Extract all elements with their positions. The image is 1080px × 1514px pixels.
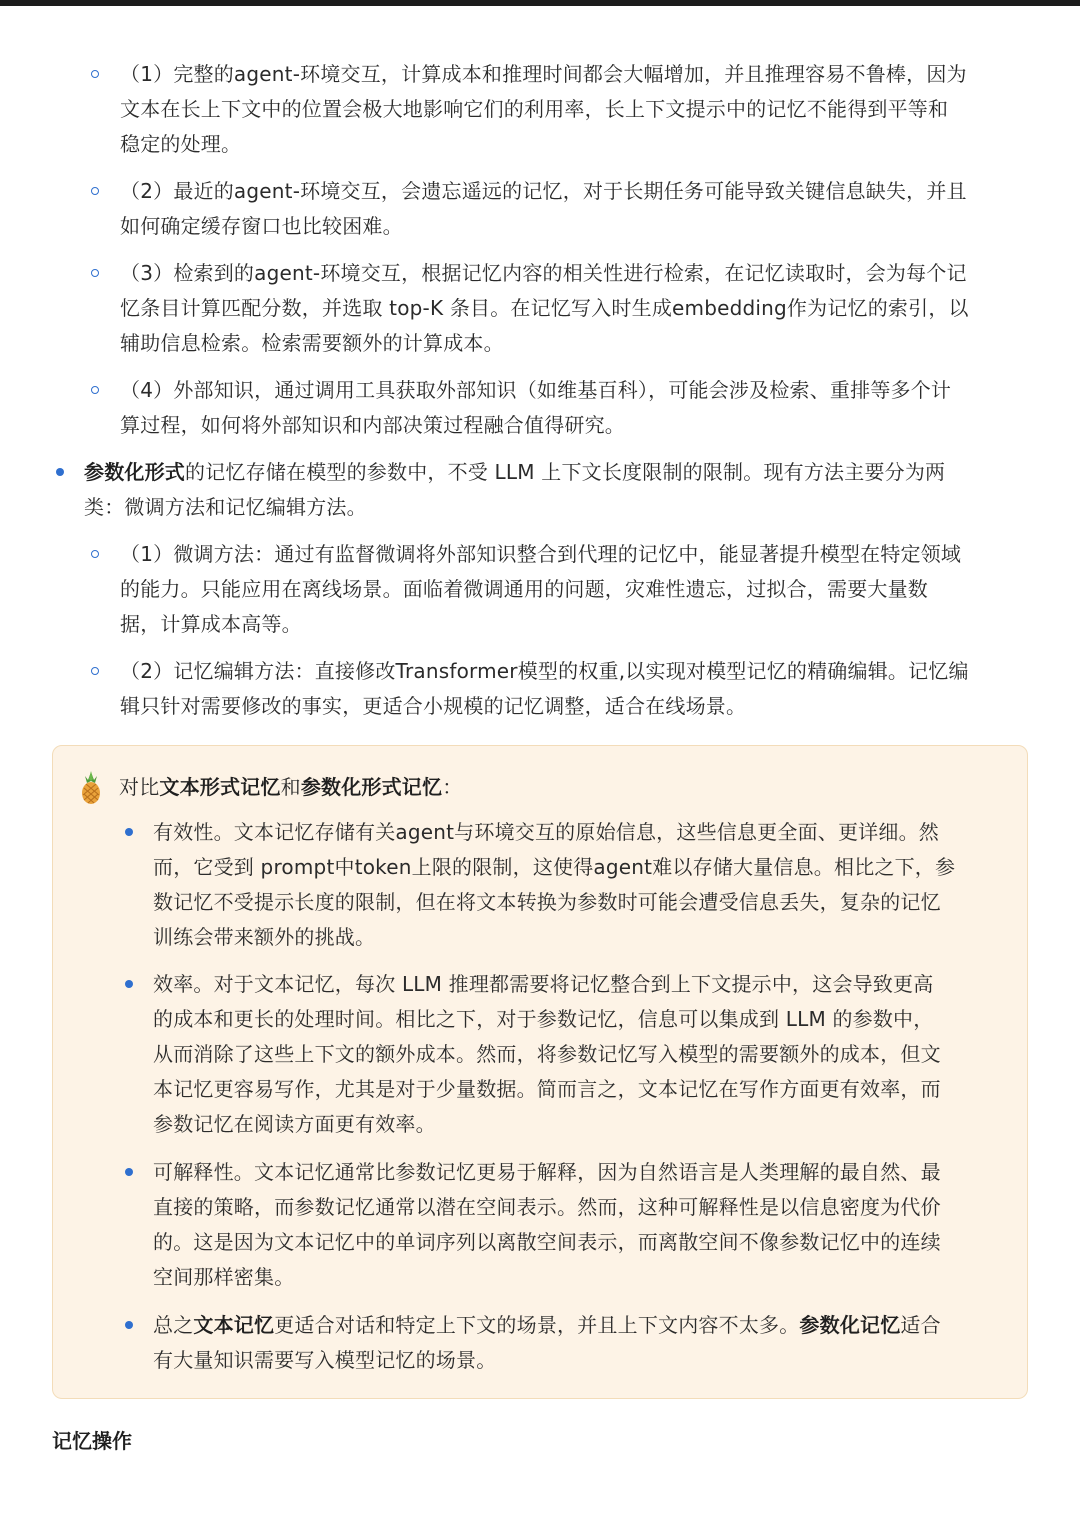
callout-list-item <box>153 1155 1013 1295</box>
bullet-dot-icon <box>125 1321 133 1329</box>
callout-item-line: 从而消除了这些上下文的额外成本。然而，将参数记忆写入模型的需要额外的成本，但文 <box>153 1042 941 1066</box>
callout-item-line: 有效性。文本记忆存储有关agent与环境交互的原始信息，这些信息更全面、更详细。然 <box>153 820 939 844</box>
list-item-line: （2）最近的agent-环境交互，会遗忘遥远的记忆，对于长期任务可能导致关键信息缺失，并且 <box>120 179 967 203</box>
callout-summary-line <box>153 1308 1013 1343</box>
list-item-line: 文本在长上下文中的位置会极大地影响它们的利用率，长上下文提示中的记忆不能得到平等和 <box>120 97 949 121</box>
callout-title-suffix: ： <box>442 775 463 799</box>
callout-title <box>119 770 462 805</box>
list-item-line: 辑只针对需要修改的事实，更适合小规模的记忆调整，适合在线场景。 <box>120 694 747 718</box>
hollow-bullet-icon <box>91 187 99 195</box>
list-item-line: （2）记忆编辑方法：直接修改Transformer模型的权重,以实现对模型记忆的精确编辑。记忆编 <box>120 659 969 683</box>
summary-prefix: 总之 <box>153 1313 194 1337</box>
list-item-line: （3）检索到的agent-环境交互，根据记忆内容的相关性进行检索，在记忆读取时，会为每个记 <box>120 261 967 285</box>
callout-item-line: 参数记忆在阅读方面更有效率。 <box>153 1112 436 1136</box>
callout-list-item <box>153 967 1013 1142</box>
param-bullet-item <box>84 455 1044 525</box>
hollow-bullet-icon <box>91 269 99 277</box>
callout-item-line: 可解释性。文本记忆通常比参数记忆更易于解释，因为自然语言是人类理解的最自然、最 <box>153 1160 941 1184</box>
top-edge-bar <box>0 0 1080 6</box>
callout-summary-line: 有大量知识需要写入模型记忆的场景。 <box>153 1348 497 1372</box>
list-item-line: （1）微调方法：通过有监督微调将外部知识整合到代理的记忆中，能显著提升模型在特定领域 <box>120 542 962 566</box>
callout-item-line: 效率。对于文本记忆，每次 LLM 推理都需要将记忆整合到上下文提示中，这会导致更高 <box>153 972 934 996</box>
callout-item-line: 训练会带来额外的挑战。 <box>153 925 376 949</box>
list-item <box>120 256 1040 361</box>
comparison-callout <box>52 745 1028 1399</box>
callout-item-line: 本记忆更容易写作，尤其是对于少量数据。简而言之，文本记忆在写作方面更有效率，而 <box>153 1077 941 1101</box>
callout-title-bold-param-memory: 参数化形式记忆 <box>300 775 443 799</box>
list-item-line: 忆条目计算匹配分数，并选取 top-K 条目。在记忆写入时生成embedding作为记忆的索引，以 <box>120 296 969 320</box>
list-item <box>120 654 1040 724</box>
bullet-dot-icon <box>56 468 64 476</box>
section-heading: 记忆操作 <box>52 1429 132 1453</box>
param-bullet-line: 类：微调方法和记忆编辑方法。 <box>84 495 367 519</box>
summary-bold-text-memory: 文本记忆 <box>193 1313 275 1337</box>
list-item-line: 据，计算成本高等。 <box>120 612 302 636</box>
list-item <box>120 537 1040 642</box>
bullet-dot-icon <box>125 980 133 988</box>
callout-item-line: 空间那样密集。 <box>153 1265 295 1289</box>
callout-title-prefix: 对比 <box>119 775 160 799</box>
list-item-line: 稳定的处理。 <box>120 132 242 156</box>
callout-summary-item <box>153 1308 1013 1378</box>
bullet-dot-icon <box>125 828 133 836</box>
list-item-line: 算过程，如何将外部知识和内部决策过程融合值得研究。 <box>120 413 625 437</box>
list-item-line: 的能力。只能应用在离线场景。面临着微调通用的问题，灾难性遗忘，过拟合，需要大量数 <box>120 577 928 601</box>
callout-item-line: 的。这是因为文本记忆中的单词序列以离散空间表示，而离散空间不像参数记忆中的连续 <box>153 1230 941 1254</box>
callout-item-line: 的成本和更长的处理时间。相比之下，对于参数记忆，信息可以集成到 LLM 的参数中， <box>153 1007 934 1031</box>
callout-item-line: 直接的策略，而参数记忆通常以潜在空间表示。然而，这种可解释性是以信息密度为代价 <box>153 1195 941 1219</box>
callout-list-item <box>153 815 1013 955</box>
hollow-bullet-icon <box>91 550 99 558</box>
callout-title-mid: 和 <box>280 775 301 799</box>
pineapple-icon <box>77 770 105 806</box>
summary-bold-param-memory: 参数化记忆 <box>799 1313 901 1337</box>
list-item <box>120 373 1040 443</box>
hollow-bullet-icon <box>91 667 99 675</box>
summary-mid: 更适合对话和特定上下文的场景，并且上下文内容不太多。 <box>274 1313 800 1337</box>
param-bullet-line <box>84 455 1044 490</box>
callout-item-line: 而，它受到 prompt中token上限的限制，这使得agent难以存储大量信息。相比之下，参 <box>153 855 956 879</box>
param-bullet-text: 的记忆存储在模型的参数中，不受 LLM 上下文长度限制的限制。现有方法主要分为两 <box>185 460 946 484</box>
callout-item-line: 数记忆不受提示长度的限制，但在将文本转换为参数时可能会遭受信息丢失，复杂的记忆 <box>153 890 941 914</box>
callout-title-bold-text-memory: 文本形式记忆 <box>159 775 281 799</box>
list-item <box>120 57 1040 162</box>
param-bullet-bold: 参数化形式 <box>84 460 185 484</box>
list-item <box>120 174 1040 244</box>
list-item-line: 如何确定缓存窗口也比较困难。 <box>120 214 403 238</box>
bullet-dot-icon <box>125 1168 133 1176</box>
hollow-bullet-icon <box>91 70 99 78</box>
summary-suffix: 适合 <box>900 1313 941 1337</box>
list-item-line: （1）完整的agent-环境交互，计算成本和推理时间都会大幅增加，并且推理容易不鲁棒，因为 <box>120 62 967 86</box>
list-item-line: 辅助信息检索。检索需要额外的计算成本。 <box>120 331 504 355</box>
list-item-line: （4）外部知识，通过调用工具获取外部知识（如维基百科），可能会涉及检索、重排等多个计 <box>120 378 952 402</box>
hollow-bullet-icon <box>91 386 99 394</box>
